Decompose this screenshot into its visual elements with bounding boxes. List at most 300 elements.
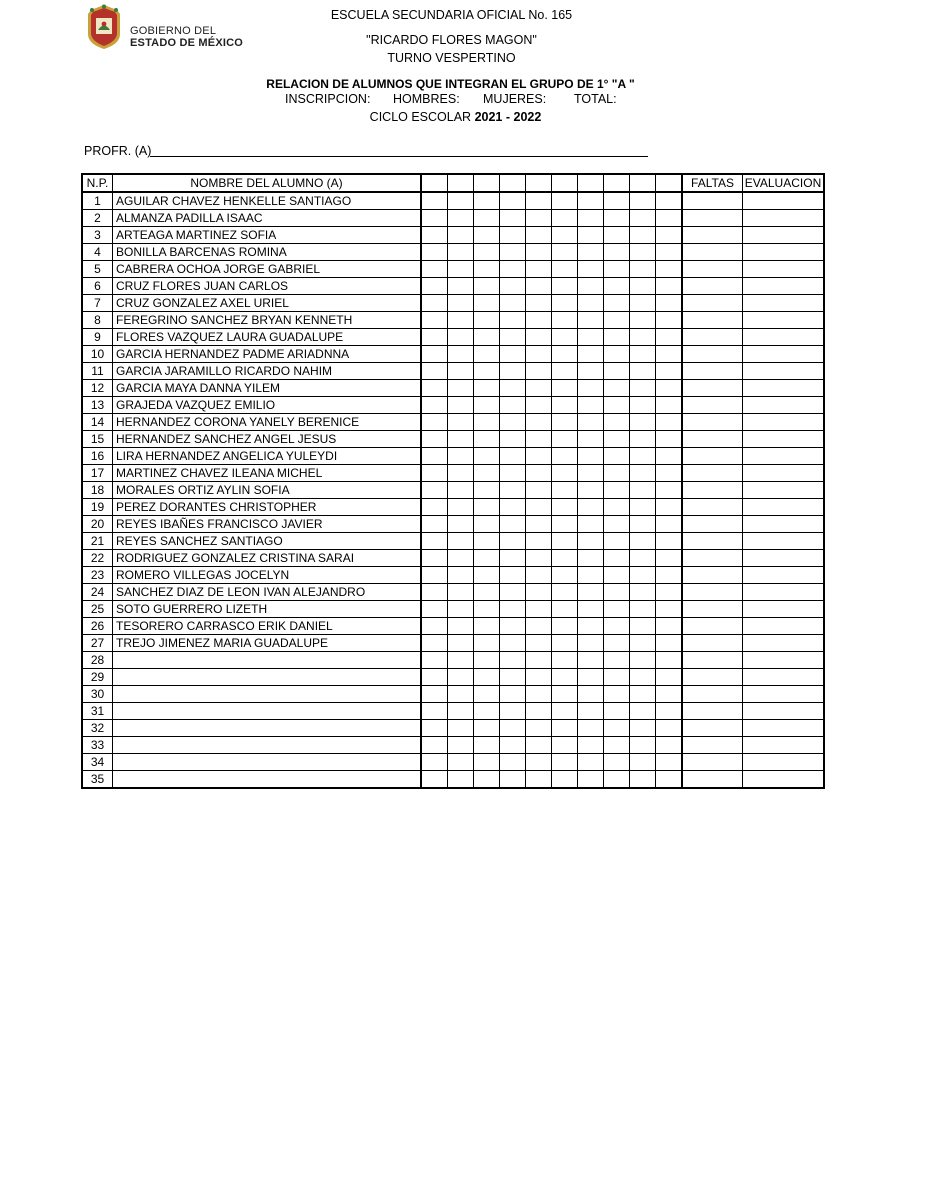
faltas-cell[interactable]: [682, 499, 743, 516]
mark-cell[interactable]: [578, 584, 604, 601]
mark-cell[interactable]: [448, 397, 474, 414]
mark-cell[interactable]: [630, 737, 656, 754]
mark-cell[interactable]: [474, 686, 500, 703]
mark-cell[interactable]: [474, 499, 500, 516]
mark-cell[interactable]: [552, 482, 578, 499]
mark-cell[interactable]: [604, 244, 630, 261]
mark-cell[interactable]: [630, 397, 656, 414]
mark-cell[interactable]: [421, 346, 448, 363]
mark-cell[interactable]: [552, 550, 578, 567]
mark-cell[interactable]: [500, 550, 526, 567]
mark-cell[interactable]: [500, 737, 526, 754]
mark-cell[interactable]: [448, 635, 474, 652]
mark-cell[interactable]: [656, 192, 683, 210]
mark-cell[interactable]: [656, 295, 683, 312]
mark-cell[interactable]: [474, 431, 500, 448]
mark-cell[interactable]: [500, 278, 526, 295]
mark-cell[interactable]: [526, 278, 552, 295]
mark-cell[interactable]: [474, 635, 500, 652]
mark-cell[interactable]: [421, 771, 448, 789]
evaluacion-cell[interactable]: [743, 652, 825, 669]
mark-cell[interactable]: [630, 465, 656, 482]
mark-cell[interactable]: [630, 703, 656, 720]
mark-cell[interactable]: [656, 312, 683, 329]
faltas-cell[interactable]: [682, 363, 743, 380]
mark-cell[interactable]: [656, 533, 683, 550]
mark-cell[interactable]: [474, 720, 500, 737]
mark-cell[interactable]: [500, 380, 526, 397]
mark-cell[interactable]: [474, 192, 500, 210]
mark-cell[interactable]: [421, 295, 448, 312]
mark-cell[interactable]: [500, 210, 526, 227]
mark-cell[interactable]: [421, 414, 448, 431]
mark-cell[interactable]: [604, 380, 630, 397]
mark-cell[interactable]: [578, 295, 604, 312]
mark-cell[interactable]: [552, 312, 578, 329]
mark-cell[interactable]: [500, 482, 526, 499]
mark-cell[interactable]: [474, 584, 500, 601]
mark-cell[interactable]: [604, 346, 630, 363]
mark-cell[interactable]: [604, 669, 630, 686]
mark-cell[interactable]: [448, 669, 474, 686]
mark-cell[interactable]: [578, 227, 604, 244]
mark-cell[interactable]: [500, 244, 526, 261]
mark-cell[interactable]: [500, 227, 526, 244]
mark-cell[interactable]: [552, 601, 578, 618]
mark-cell[interactable]: [448, 431, 474, 448]
mark-cell[interactable]: [421, 533, 448, 550]
mark-cell[interactable]: [448, 567, 474, 584]
evaluacion-cell[interactable]: [743, 414, 825, 431]
evaluacion-cell[interactable]: [743, 533, 825, 550]
mark-cell[interactable]: [526, 703, 552, 720]
mark-cell[interactable]: [656, 550, 683, 567]
mark-cell[interactable]: [604, 618, 630, 635]
mark-cell[interactable]: [421, 669, 448, 686]
evaluacion-cell[interactable]: [743, 703, 825, 720]
mark-cell[interactable]: [604, 448, 630, 465]
mark-cell[interactable]: [630, 754, 656, 771]
faltas-cell[interactable]: [682, 261, 743, 278]
mark-cell[interactable]: [552, 227, 578, 244]
mark-cell[interactable]: [604, 312, 630, 329]
mark-cell[interactable]: [604, 261, 630, 278]
mark-cell[interactable]: [500, 363, 526, 380]
mark-cell[interactable]: [604, 465, 630, 482]
mark-cell[interactable]: [552, 448, 578, 465]
mark-cell[interactable]: [552, 261, 578, 278]
mark-cell[interactable]: [578, 567, 604, 584]
evaluacion-cell[interactable]: [743, 567, 825, 584]
mark-cell[interactable]: [474, 414, 500, 431]
mark-cell[interactable]: [578, 465, 604, 482]
mark-cell[interactable]: [656, 669, 683, 686]
mark-cell[interactable]: [421, 192, 448, 210]
faltas-cell[interactable]: [682, 533, 743, 550]
mark-cell[interactable]: [500, 686, 526, 703]
mark-cell[interactable]: [526, 720, 552, 737]
mark-cell[interactable]: [526, 227, 552, 244]
mark-cell[interactable]: [421, 703, 448, 720]
mark-cell[interactable]: [526, 686, 552, 703]
mark-cell[interactable]: [578, 482, 604, 499]
evaluacion-cell[interactable]: [743, 295, 825, 312]
mark-cell[interactable]: [474, 210, 500, 227]
faltas-cell[interactable]: [682, 618, 743, 635]
mark-cell[interactable]: [578, 192, 604, 210]
mark-cell[interactable]: [630, 380, 656, 397]
mark-cell[interactable]: [578, 601, 604, 618]
mark-cell[interactable]: [526, 210, 552, 227]
mark-cell[interactable]: [552, 499, 578, 516]
mark-cell[interactable]: [630, 210, 656, 227]
mark-cell[interactable]: [526, 601, 552, 618]
mark-cell[interactable]: [630, 329, 656, 346]
mark-cell[interactable]: [448, 737, 474, 754]
mark-cell[interactable]: [578, 397, 604, 414]
mark-cell[interactable]: [656, 652, 683, 669]
mark-cell[interactable]: [500, 567, 526, 584]
mark-cell[interactable]: [630, 312, 656, 329]
mark-cell[interactable]: [448, 312, 474, 329]
mark-cell[interactable]: [578, 414, 604, 431]
faltas-cell[interactable]: [682, 295, 743, 312]
mark-cell[interactable]: [526, 584, 552, 601]
mark-cell[interactable]: [604, 652, 630, 669]
mark-cell[interactable]: [630, 227, 656, 244]
faltas-cell[interactable]: [682, 720, 743, 737]
mark-cell[interactable]: [526, 550, 552, 567]
mark-cell[interactable]: [630, 720, 656, 737]
mark-cell[interactable]: [604, 414, 630, 431]
faltas-cell[interactable]: [682, 669, 743, 686]
mark-cell[interactable]: [578, 771, 604, 789]
mark-cell[interactable]: [421, 499, 448, 516]
mark-cell[interactable]: [604, 499, 630, 516]
mark-cell[interactable]: [474, 329, 500, 346]
mark-cell[interactable]: [474, 737, 500, 754]
evaluacion-cell[interactable]: [743, 244, 825, 261]
mark-cell[interactable]: [526, 414, 552, 431]
faltas-cell[interactable]: [682, 584, 743, 601]
faltas-cell[interactable]: [682, 329, 743, 346]
mark-cell[interactable]: [500, 192, 526, 210]
mark-cell[interactable]: [500, 312, 526, 329]
evaluacion-cell[interactable]: [743, 278, 825, 295]
mark-cell[interactable]: [526, 380, 552, 397]
evaluacion-cell[interactable]: [743, 448, 825, 465]
faltas-cell[interactable]: [682, 601, 743, 618]
mark-cell[interactable]: [421, 363, 448, 380]
mark-cell[interactable]: [552, 244, 578, 261]
mark-cell[interactable]: [578, 499, 604, 516]
mark-cell[interactable]: [578, 244, 604, 261]
mark-cell[interactable]: [630, 601, 656, 618]
mark-cell[interactable]: [500, 771, 526, 789]
mark-cell[interactable]: [474, 703, 500, 720]
mark-cell[interactable]: [604, 227, 630, 244]
mark-cell[interactable]: [578, 448, 604, 465]
mark-cell[interactable]: [421, 567, 448, 584]
mark-cell[interactable]: [474, 244, 500, 261]
mark-cell[interactable]: [474, 567, 500, 584]
mark-cell[interactable]: [552, 210, 578, 227]
faltas-cell[interactable]: [682, 448, 743, 465]
mark-cell[interactable]: [630, 567, 656, 584]
mark-cell[interactable]: [578, 652, 604, 669]
mark-cell[interactable]: [630, 686, 656, 703]
mark-cell[interactable]: [448, 227, 474, 244]
faltas-cell[interactable]: [682, 210, 743, 227]
mark-cell[interactable]: [604, 584, 630, 601]
mark-cell[interactable]: [604, 192, 630, 210]
mark-cell[interactable]: [656, 771, 683, 789]
mark-cell[interactable]: [630, 278, 656, 295]
mark-cell[interactable]: [604, 601, 630, 618]
mark-cell[interactable]: [448, 482, 474, 499]
mark-cell[interactable]: [578, 329, 604, 346]
mark-cell[interactable]: [474, 448, 500, 465]
mark-cell[interactable]: [552, 567, 578, 584]
mark-cell[interactable]: [421, 448, 448, 465]
mark-cell[interactable]: [578, 533, 604, 550]
mark-cell[interactable]: [474, 227, 500, 244]
mark-cell[interactable]: [526, 652, 552, 669]
mark-cell[interactable]: [578, 669, 604, 686]
faltas-cell[interactable]: [682, 312, 743, 329]
evaluacion-cell[interactable]: [743, 431, 825, 448]
mark-cell[interactable]: [656, 618, 683, 635]
evaluacion-cell[interactable]: [743, 397, 825, 414]
evaluacion-cell[interactable]: [743, 669, 825, 686]
mark-cell[interactable]: [448, 414, 474, 431]
faltas-cell[interactable]: [682, 414, 743, 431]
faltas-cell[interactable]: [682, 771, 743, 789]
mark-cell[interactable]: [656, 414, 683, 431]
mark-cell[interactable]: [448, 380, 474, 397]
evaluacion-cell[interactable]: [743, 363, 825, 380]
mark-cell[interactable]: [656, 686, 683, 703]
evaluacion-cell[interactable]: [743, 380, 825, 397]
mark-cell[interactable]: [448, 754, 474, 771]
mark-cell[interactable]: [578, 635, 604, 652]
mark-cell[interactable]: [526, 295, 552, 312]
mark-cell[interactable]: [448, 192, 474, 210]
mark-cell[interactable]: [630, 192, 656, 210]
evaluacion-cell[interactable]: [743, 329, 825, 346]
faltas-cell[interactable]: [682, 737, 743, 754]
mark-cell[interactable]: [578, 431, 604, 448]
mark-cell[interactable]: [500, 669, 526, 686]
mark-cell[interactable]: [448, 720, 474, 737]
mark-cell[interactable]: [421, 550, 448, 567]
mark-cell[interactable]: [526, 516, 552, 533]
mark-cell[interactable]: [656, 210, 683, 227]
mark-cell[interactable]: [421, 652, 448, 669]
mark-cell[interactable]: [526, 431, 552, 448]
mark-cell[interactable]: [474, 771, 500, 789]
mark-cell[interactable]: [448, 465, 474, 482]
mark-cell[interactable]: [421, 737, 448, 754]
mark-cell[interactable]: [474, 465, 500, 482]
mark-cell[interactable]: [526, 754, 552, 771]
evaluacion-cell[interactable]: [743, 720, 825, 737]
mark-cell[interactable]: [578, 261, 604, 278]
mark-cell[interactable]: [630, 516, 656, 533]
faltas-cell[interactable]: [682, 703, 743, 720]
mark-cell[interactable]: [656, 346, 683, 363]
mark-cell[interactable]: [656, 363, 683, 380]
mark-cell[interactable]: [448, 295, 474, 312]
mark-cell[interactable]: [500, 329, 526, 346]
mark-cell[interactable]: [630, 652, 656, 669]
mark-cell[interactable]: [604, 567, 630, 584]
mark-cell[interactable]: [630, 584, 656, 601]
mark-cell[interactable]: [552, 295, 578, 312]
mark-cell[interactable]: [500, 448, 526, 465]
mark-cell[interactable]: [526, 499, 552, 516]
mark-cell[interactable]: [421, 244, 448, 261]
faltas-cell[interactable]: [682, 482, 743, 499]
mark-cell[interactable]: [448, 516, 474, 533]
mark-cell[interactable]: [421, 380, 448, 397]
mark-cell[interactable]: [604, 431, 630, 448]
mark-cell[interactable]: [500, 584, 526, 601]
mark-cell[interactable]: [500, 601, 526, 618]
mark-cell[interactable]: [630, 448, 656, 465]
mark-cell[interactable]: [578, 686, 604, 703]
mark-cell[interactable]: [656, 278, 683, 295]
mark-cell[interactable]: [552, 346, 578, 363]
mark-cell[interactable]: [630, 346, 656, 363]
mark-cell[interactable]: [656, 584, 683, 601]
mark-cell[interactable]: [630, 414, 656, 431]
mark-cell[interactable]: [474, 550, 500, 567]
mark-cell[interactable]: [526, 448, 552, 465]
evaluacion-cell[interactable]: [743, 686, 825, 703]
mark-cell[interactable]: [656, 635, 683, 652]
mark-cell[interactable]: [474, 363, 500, 380]
evaluacion-cell[interactable]: [743, 601, 825, 618]
mark-cell[interactable]: [656, 754, 683, 771]
mark-cell[interactable]: [578, 703, 604, 720]
mark-cell[interactable]: [578, 278, 604, 295]
mark-cell[interactable]: [656, 261, 683, 278]
mark-cell[interactable]: [500, 431, 526, 448]
faltas-cell[interactable]: [682, 465, 743, 482]
mark-cell[interactable]: [448, 278, 474, 295]
mark-cell[interactable]: [656, 465, 683, 482]
mark-cell[interactable]: [578, 720, 604, 737]
mark-cell[interactable]: [421, 516, 448, 533]
mark-cell[interactable]: [630, 499, 656, 516]
mark-cell[interactable]: [656, 703, 683, 720]
faltas-cell[interactable]: [682, 652, 743, 669]
evaluacion-cell[interactable]: [743, 482, 825, 499]
mark-cell[interactable]: [552, 329, 578, 346]
evaluacion-cell[interactable]: [743, 261, 825, 278]
evaluacion-cell[interactable]: [743, 516, 825, 533]
mark-cell[interactable]: [474, 295, 500, 312]
mark-cell[interactable]: [526, 533, 552, 550]
mark-cell[interactable]: [552, 771, 578, 789]
evaluacion-cell[interactable]: [743, 584, 825, 601]
mark-cell[interactable]: [526, 482, 552, 499]
mark-cell[interactable]: [526, 669, 552, 686]
mark-cell[interactable]: [526, 771, 552, 789]
mark-cell[interactable]: [604, 703, 630, 720]
faltas-cell[interactable]: [682, 754, 743, 771]
mark-cell[interactable]: [448, 771, 474, 789]
evaluacion-cell[interactable]: [743, 192, 825, 210]
mark-cell[interactable]: [448, 210, 474, 227]
mark-cell[interactable]: [604, 550, 630, 567]
mark-cell[interactable]: [552, 686, 578, 703]
mark-cell[interactable]: [630, 244, 656, 261]
mark-cell[interactable]: [630, 618, 656, 635]
faltas-cell[interactable]: [682, 431, 743, 448]
mark-cell[interactable]: [448, 533, 474, 550]
mark-cell[interactable]: [500, 261, 526, 278]
mark-cell[interactable]: [421, 584, 448, 601]
mark-cell[interactable]: [630, 482, 656, 499]
mark-cell[interactable]: [552, 278, 578, 295]
mark-cell[interactable]: [526, 192, 552, 210]
mark-cell[interactable]: [552, 754, 578, 771]
mark-cell[interactable]: [421, 261, 448, 278]
mark-cell[interactable]: [552, 703, 578, 720]
mark-cell[interactable]: [552, 584, 578, 601]
mark-cell[interactable]: [656, 397, 683, 414]
mark-cell[interactable]: [526, 397, 552, 414]
mark-cell[interactable]: [526, 244, 552, 261]
mark-cell[interactable]: [421, 397, 448, 414]
mark-cell[interactable]: [448, 652, 474, 669]
faltas-cell[interactable]: [682, 550, 743, 567]
mark-cell[interactable]: [552, 720, 578, 737]
mark-cell[interactable]: [448, 601, 474, 618]
faltas-cell[interactable]: [682, 227, 743, 244]
mark-cell[interactable]: [500, 295, 526, 312]
mark-cell[interactable]: [578, 618, 604, 635]
mark-cell[interactable]: [421, 431, 448, 448]
faltas-cell[interactable]: [682, 686, 743, 703]
mark-cell[interactable]: [552, 431, 578, 448]
evaluacion-cell[interactable]: [743, 346, 825, 363]
mark-cell[interactable]: [578, 380, 604, 397]
mark-cell[interactable]: [421, 210, 448, 227]
mark-cell[interactable]: [500, 720, 526, 737]
mark-cell[interactable]: [474, 618, 500, 635]
mark-cell[interactable]: [604, 771, 630, 789]
mark-cell[interactable]: [578, 346, 604, 363]
mark-cell[interactable]: [474, 482, 500, 499]
mark-cell[interactable]: [656, 482, 683, 499]
mark-cell[interactable]: [500, 516, 526, 533]
mark-cell[interactable]: [656, 567, 683, 584]
mark-cell[interactable]: [552, 397, 578, 414]
mark-cell[interactable]: [448, 499, 474, 516]
mark-cell[interactable]: [474, 516, 500, 533]
mark-cell[interactable]: [552, 737, 578, 754]
mark-cell[interactable]: [604, 210, 630, 227]
faltas-cell[interactable]: [682, 516, 743, 533]
mark-cell[interactable]: [552, 380, 578, 397]
mark-cell[interactable]: [604, 635, 630, 652]
mark-cell[interactable]: [474, 652, 500, 669]
mark-cell[interactable]: [474, 380, 500, 397]
mark-cell[interactable]: [604, 754, 630, 771]
